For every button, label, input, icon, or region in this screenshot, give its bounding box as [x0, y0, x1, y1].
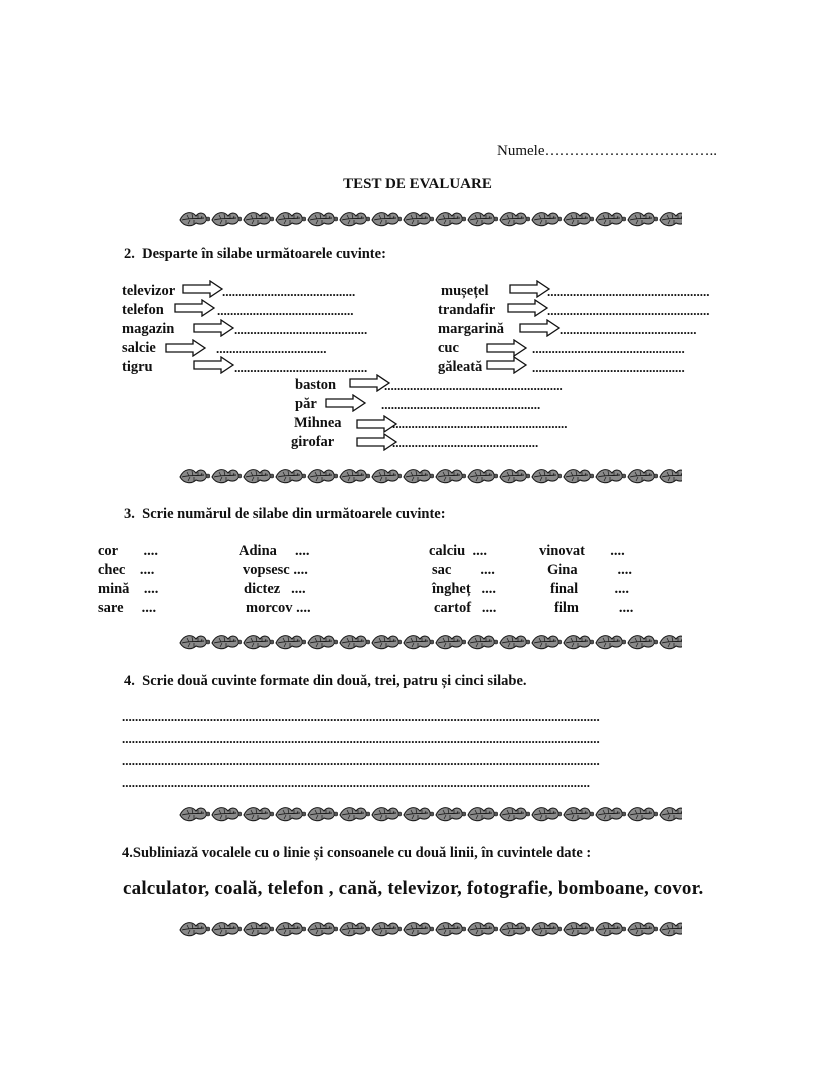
arrow-icon	[182, 280, 224, 298]
count-item: vinovat ....	[539, 543, 625, 559]
syllable-word: mușețel	[441, 283, 489, 299]
arrow-icon	[486, 356, 528, 374]
answer-blank[interactable]: ..........................................	[217, 303, 354, 318]
count-item: sare ....	[98, 600, 157, 616]
answer-blank[interactable]: ..........................................	[560, 322, 697, 337]
syllable-word: găleată	[438, 359, 483, 375]
answer-blank[interactable]: .........................................	[222, 284, 356, 299]
count-item: Adina ....	[239, 543, 310, 559]
count-item: cor ....	[98, 543, 158, 559]
count-item: chec ....	[98, 562, 155, 578]
leaf-border-divider	[178, 208, 682, 228]
answer-blank[interactable]: ...............................................	[532, 360, 685, 375]
syllable-word: păr	[295, 396, 317, 412]
leaf-border-divider	[178, 803, 682, 823]
count-item: final ....	[550, 581, 629, 597]
section2-instruction: 2. Desparte în silabe următoarele cuvinte:	[124, 246, 386, 262]
answer-blank[interactable]: ......................................................	[392, 416, 568, 431]
answer-blank[interactable]: .............................................	[392, 435, 539, 450]
answer-blank[interactable]: .........................................	[234, 360, 368, 375]
arrow-icon	[193, 356, 235, 374]
syllable-word: Mihnea	[294, 415, 342, 431]
count-item: cartof ....	[434, 600, 497, 616]
count-item: morcov ....	[246, 600, 311, 616]
page-title: TEST DE EVALUARE	[343, 176, 492, 192]
answer-blank[interactable]: ..................................................	[547, 303, 710, 318]
arrow-icon	[174, 299, 216, 317]
name-field-label: Numele……………………………..	[497, 143, 717, 159]
count-item: mină ....	[98, 581, 159, 597]
count-item: Gina ....	[547, 562, 632, 578]
answer-blank[interactable]: ..................................	[216, 341, 327, 356]
count-item: îngheț ....	[432, 581, 497, 597]
arrow-icon	[507, 299, 549, 317]
writing-line[interactable]: ...................................................................................................................................................	[122, 709, 600, 724]
leaf-border-divider	[178, 631, 682, 651]
arrow-icon	[519, 319, 561, 337]
answer-blank[interactable]: .................................................	[381, 397, 541, 412]
arrow-icon	[193, 319, 235, 337]
section4-instruction: 4. Scrie două cuvinte formate din două, trei, patru și cinci silabe.	[124, 673, 527, 689]
syllable-word: televizor	[122, 283, 176, 299]
count-item: film ....	[554, 600, 634, 616]
writing-line[interactable]: ...................................................................................................................................................	[122, 731, 600, 746]
arrow-icon	[486, 339, 528, 357]
syllable-word: magazin	[122, 321, 175, 337]
arrow-icon	[165, 339, 207, 357]
answer-blank[interactable]: .......................................................	[384, 378, 563, 393]
writing-line[interactable]: ...................................................................................................................................................	[122, 753, 600, 768]
syllable-word: salcie	[122, 340, 156, 356]
syllable-word: baston	[295, 377, 337, 393]
arrow-icon	[509, 280, 551, 298]
syllable-word: girofar	[291, 434, 335, 450]
syllable-word: margarină	[438, 321, 505, 337]
underline-words: calculator, coală, telefon , cană, televizor, fotografie, bomboane, covor.	[123, 878, 704, 899]
syllable-word: telefon	[122, 302, 164, 318]
syllable-word: trandafir	[438, 302, 496, 318]
arrow-icon	[325, 394, 367, 412]
count-item: vopsesc ....	[243, 562, 308, 578]
section5-instruction: 4.Subliniază vocalele cu o linie și consoanele cu două linii, în cuvintele date :	[122, 845, 592, 861]
leaf-border-divider	[178, 465, 682, 485]
writing-line[interactable]: ................................................................................................................................................	[122, 775, 590, 790]
answer-blank[interactable]: ..................................................	[547, 284, 710, 299]
syllable-word: tigru	[122, 359, 153, 375]
count-item: dictez ....	[244, 581, 306, 597]
answer-blank[interactable]: .........................................	[234, 322, 368, 337]
syllable-word: cuc	[438, 340, 459, 356]
section3-instruction: 3. Scrie numărul de silabe din următoarele cuvinte:	[124, 506, 446, 522]
leaf-border-divider	[178, 918, 682, 938]
answer-blank[interactable]: ...............................................	[532, 341, 685, 356]
count-item: sac ....	[432, 562, 495, 578]
count-item: calciu ....	[429, 543, 487, 559]
